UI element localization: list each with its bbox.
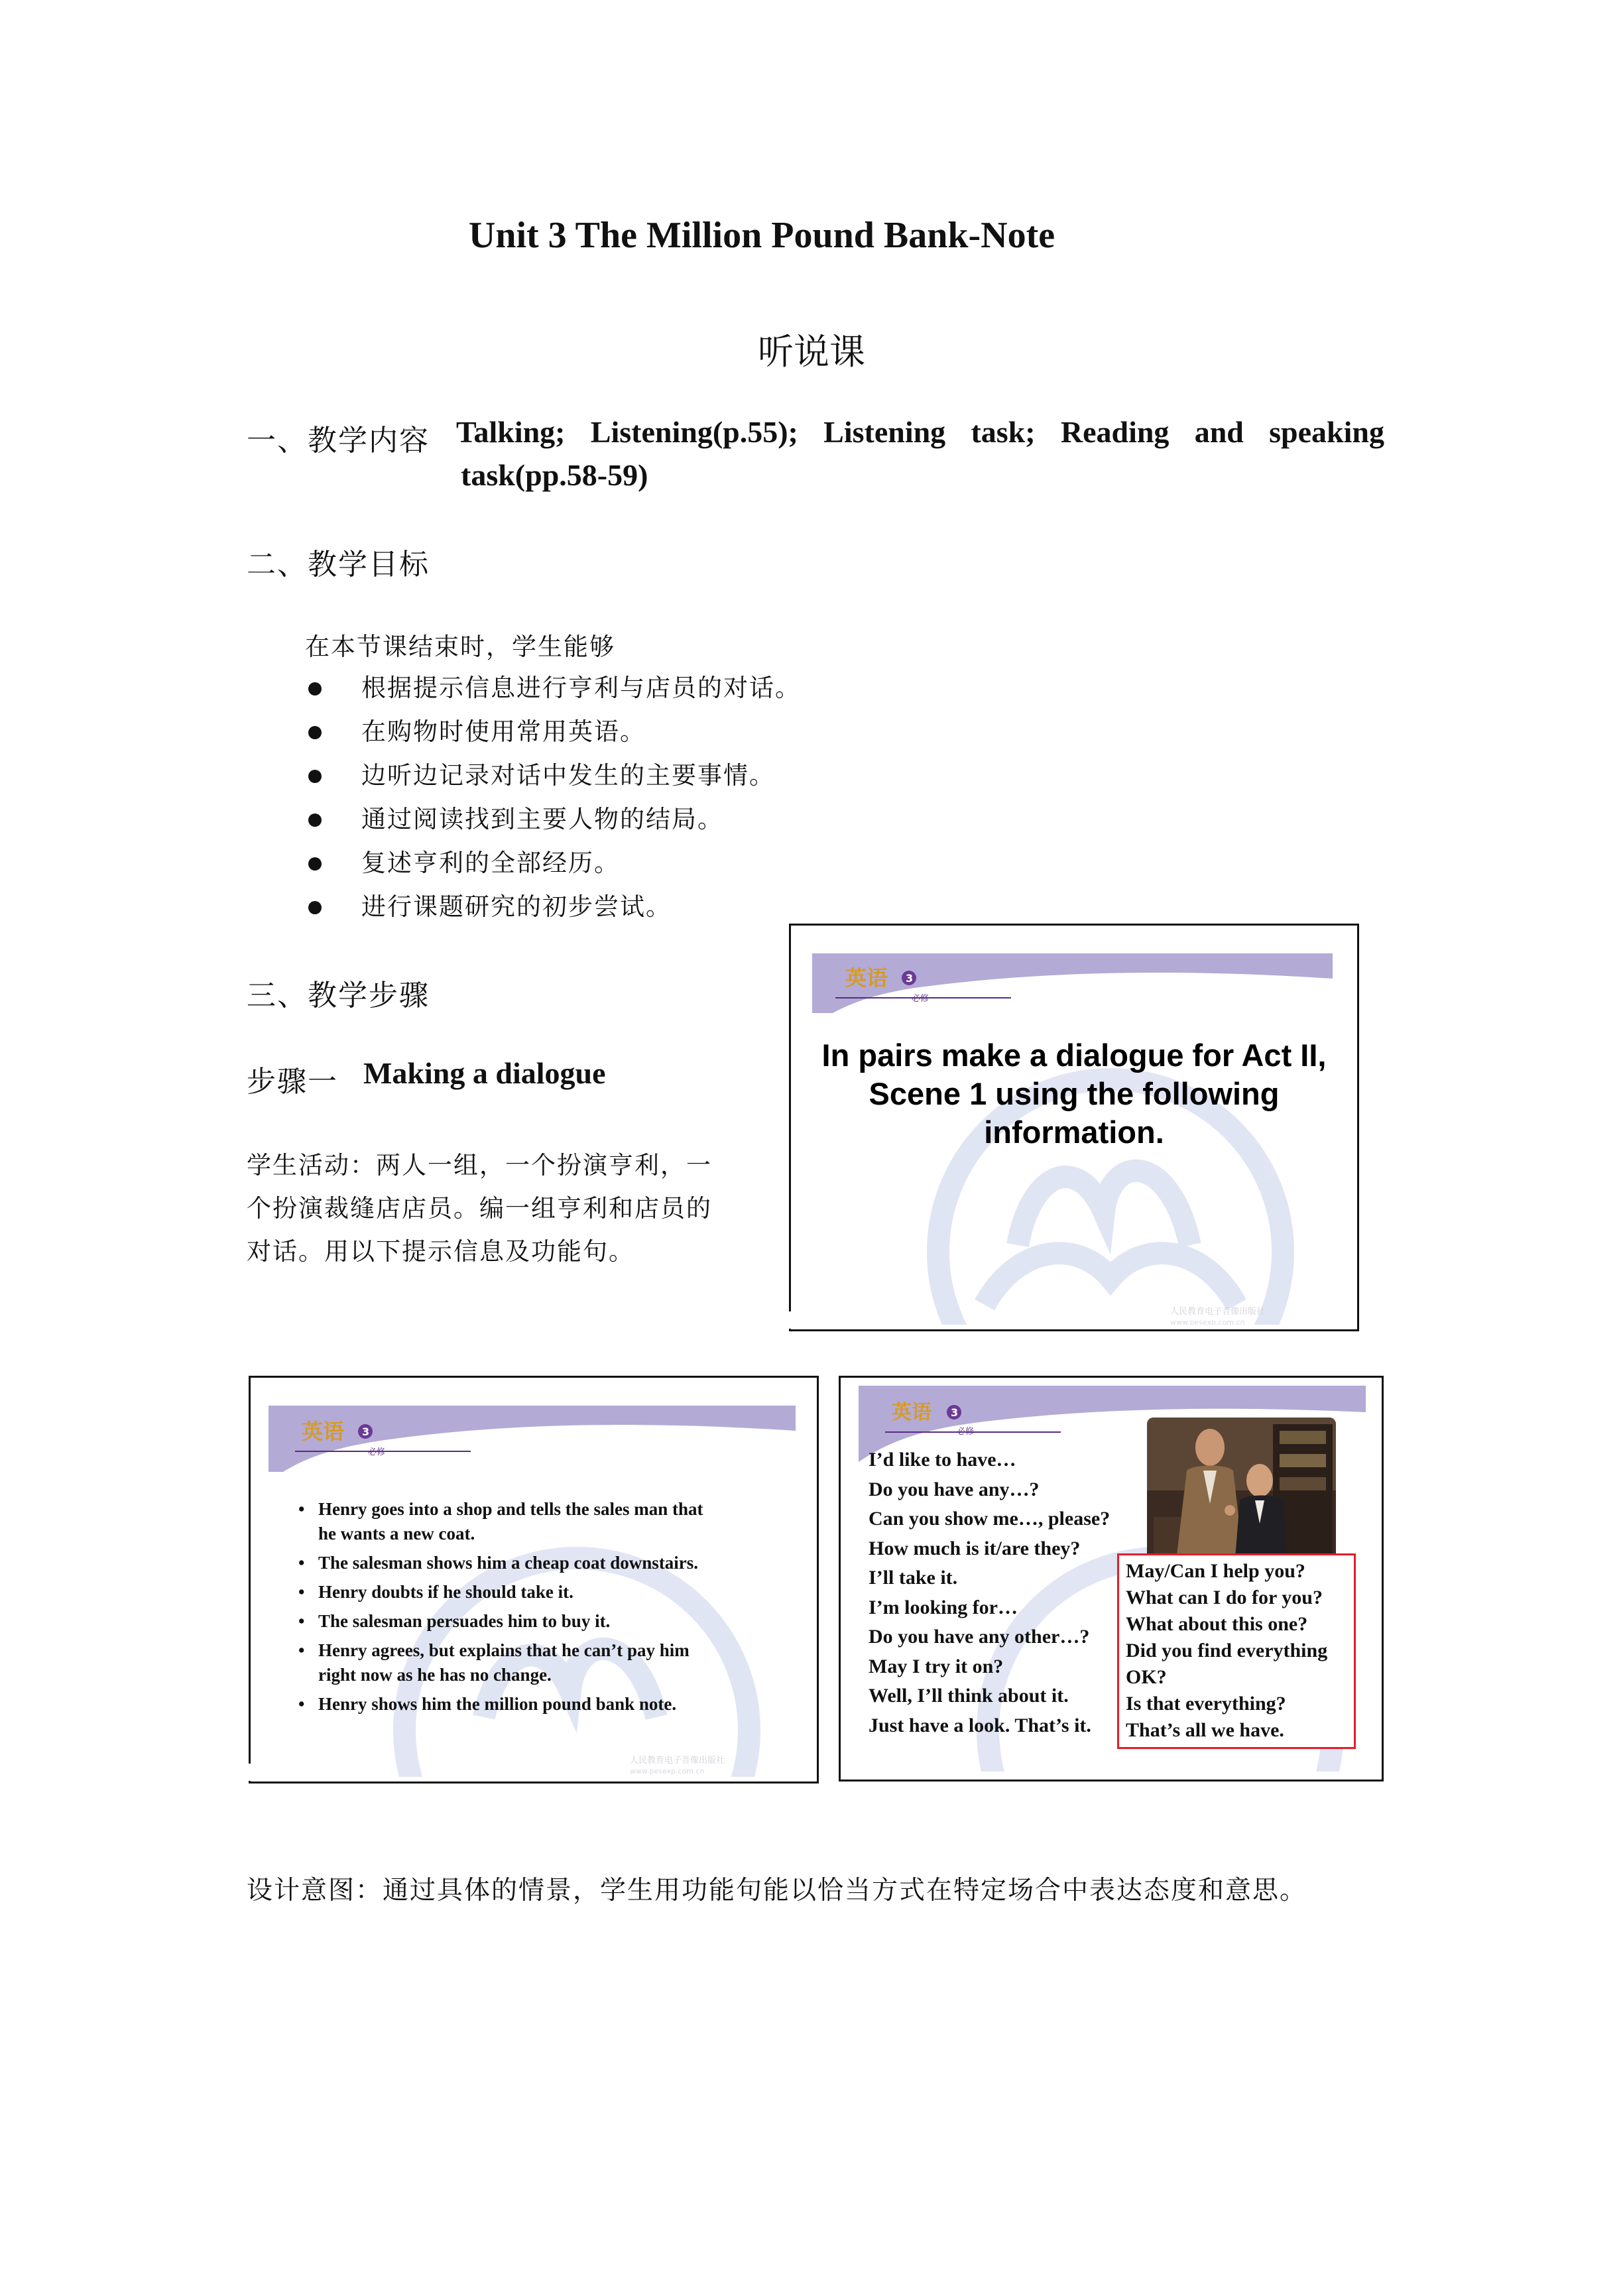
step1-title: Making a dialogue	[363, 1056, 606, 1090]
objectives-list	[302, 666, 801, 929]
svg-text:必修: 必修	[368, 1447, 386, 1457]
customer-phrase: Do you have any other…?	[869, 1626, 1090, 1648]
customer-phrase: Just have a look. That’s it.	[869, 1714, 1091, 1736]
clerk-phrase: That’s all we have.	[1126, 1719, 1284, 1741]
objective-item: 复述亨利的全部经历。	[302, 841, 801, 885]
customer-phrase: I’d like to have…	[869, 1449, 1016, 1471]
design-intent-label: 设计意图：	[247, 1876, 383, 1905]
textbook-logo-icon	[839, 960, 971, 1013]
bullet-dot-icon	[308, 901, 322, 914]
step1-label: 步骤一	[247, 1065, 338, 1099]
plot-item: • Henry shows him the million pound bank note.	[298, 1694, 677, 1714]
customer-phrase: Do you have any…?	[869, 1478, 1040, 1500]
objective-item: 通过阅读找到主要人物的结局。	[302, 798, 801, 841]
slide2-plot-list	[298, 1497, 789, 1721]
customer-phrase: I’m looking for…	[869, 1596, 1018, 1618]
svg-text:英语: 英语	[845, 965, 888, 991]
svg-text:人民教育电子音像出版社: 人民教育电子音像出版社	[1170, 1307, 1266, 1317]
bullet-dot-icon	[308, 814, 322, 827]
clerk-phrase: OK?	[1126, 1666, 1167, 1688]
bullet-dot-icon	[308, 770, 322, 783]
clerk-phrases-box	[1117, 1553, 1356, 1749]
svg-text:www.pesexp.com.cn: www.pesexp.com.cn	[630, 1767, 705, 1776]
plot-item: • The salesman shows him a cheap coat downstairs.	[298, 1553, 699, 1573]
svg-text:必修: 必修	[912, 994, 930, 1004]
clerk-phrase: May/Can I help you?	[1126, 1560, 1305, 1582]
plot-item: • Henry agrees, but explains that he can’t pay him right now as he has no change.	[298, 1640, 690, 1685]
textbook-logo-icon	[885, 1398, 1018, 1451]
section1-label: 一、教学内容	[247, 424, 430, 457]
slide1-instruction: In pairs make a dialogue for Act II, Scene 1 using the following information.	[821, 1038, 1327, 1150]
section1-content-line2: task(pp.58-59)	[461, 458, 648, 492]
plot-item: • Henry goes into a shop and tells the sales man that he wants a new coat.	[298, 1499, 703, 1543]
customer-phrase: How much is it/are they?	[869, 1537, 1081, 1559]
lesson-type: 听说课	[758, 331, 865, 373]
document-title: Unit 3 The Million Pound Bank-Note	[468, 215, 1055, 256]
objectives-intro: 在本节课结束时，学生能够	[305, 633, 615, 661]
plot-item: • The salesman persuades him to buy it.	[298, 1611, 611, 1631]
clerk-phrase: Is that everything?	[1126, 1693, 1286, 1715]
clerk-phrase: Did you find everything	[1126, 1640, 1328, 1662]
svg-text:www.pesexp.com.cn: www.pesexp.com.cn	[1170, 1318, 1245, 1327]
svg-text:必修: 必修	[957, 1427, 975, 1437]
slide1	[799, 934, 1349, 1325]
svg-text:人民教育电子音像出版社: 人民教育电子音像出版社	[630, 1756, 725, 1766]
svg-text:3: 3	[362, 1425, 370, 1438]
bullet-dot-icon	[308, 857, 322, 871]
slide2-watermark-text	[630, 1754, 809, 1777]
customer-phrase: I’ll take it.	[869, 1567, 958, 1589]
svg-text:英语: 英语	[892, 1401, 932, 1424]
svg-text:英语: 英语	[302, 1419, 345, 1444]
slide3	[849, 1386, 1374, 1772]
bullet-dot-icon	[308, 682, 322, 695]
section2-label: 二、教学目标	[247, 548, 430, 581]
slide1-watermark-text	[1170, 1305, 1349, 1325]
objective-item: 根据提示信息进行亨利与店员的对话。	[302, 666, 801, 710]
student-activity: 学生活动：两人一组，一个扮演亨利，一 个扮演裁缝店店员。编一组亨利和店员的 对话。用以下提示信息及功能句。	[247, 1151, 712, 1266]
plot-item: • Henry doubts if he should take it.	[298, 1582, 573, 1602]
objective-item: 进行课题研究的初步尝试。	[302, 885, 801, 929]
clerk-phrase: What about this one?	[1126, 1613, 1308, 1635]
svg-text:3: 3	[906, 972, 914, 985]
design-intent-text: 通过具体的情景，学生用功能句能以恰当方式在特定场合中表达态度和意思。	[383, 1876, 1307, 1905]
textbook-logo-icon	[295, 1414, 428, 1467]
customer-phrase: Well, I’ll think about it.	[869, 1685, 1069, 1707]
svg-text:3: 3	[951, 1406, 959, 1419]
customer-phrase: Can you show me…, please?	[869, 1508, 1111, 1530]
section3-label: 三、教学步骤	[247, 979, 430, 1012]
clerk-phrase: What can I do for you?	[1126, 1587, 1323, 1608]
objective-item: 边听边记录对话中发生的主要事情。	[302, 754, 801, 798]
objective-item: 在购物时使用常用英语。	[302, 710, 801, 754]
customer-phrase: May I try it on?	[869, 1655, 1004, 1677]
section1-content-line1: Talking; Listening(p.55); Listening task; Reading and speaking	[456, 415, 1384, 449]
slide2	[259, 1386, 809, 1777]
design-intent	[247, 1870, 1307, 1907]
bullet-dot-icon	[308, 726, 322, 739]
